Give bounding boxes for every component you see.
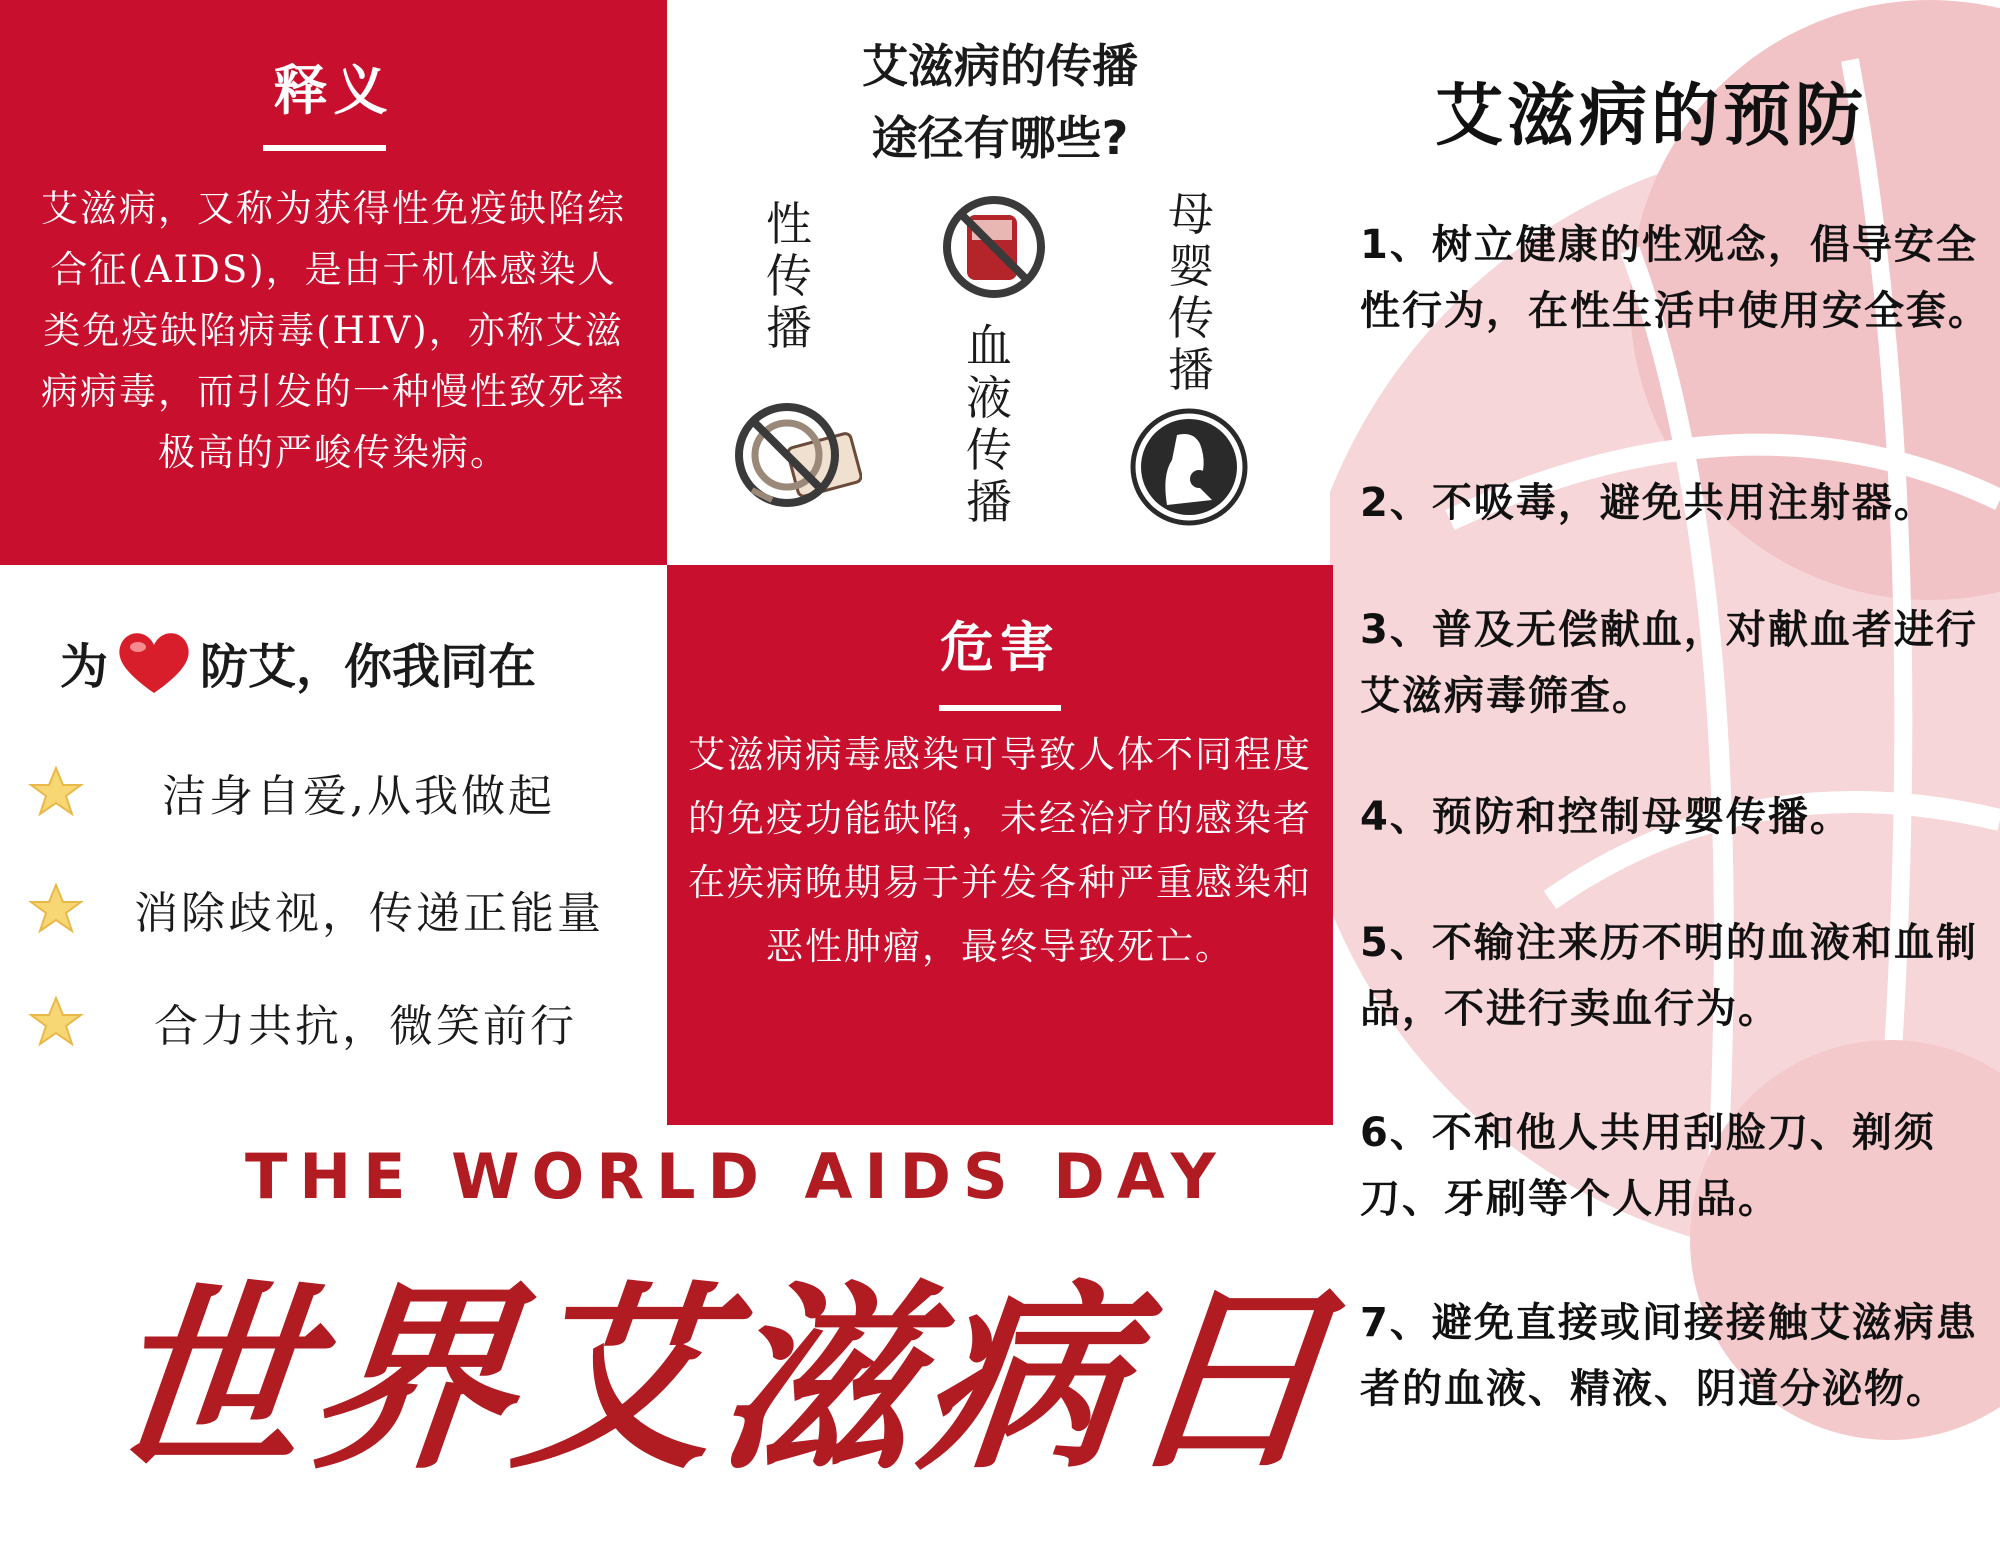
route-sexual-label: 性传播 bbox=[766, 197, 812, 355]
slogan-title-part1: 为 bbox=[60, 638, 109, 695]
slogan-item bbox=[28, 760, 555, 824]
transmission-title-line2: 途径有哪些? bbox=[871, 111, 1129, 165]
logo-chinese-text: 世界艾滋病日 bbox=[95, 1262, 1345, 1497]
star-icon bbox=[28, 994, 84, 1050]
prevention-item: 6、不和他人共用刮脸刀、剃须刀、牙刷等个人用品。 bbox=[1360, 1110, 1936, 1222]
prevention-item: 5、不输注来历不明的血液和血制品，不进行卖血行为。 bbox=[1360, 920, 1978, 1032]
slogan-item bbox=[28, 877, 604, 941]
harm-panel bbox=[667, 565, 1333, 1125]
route-mother-baby-label: 母婴传播 bbox=[1168, 187, 1214, 397]
no-sex-icon bbox=[732, 400, 862, 510]
prevention-item: 7、避免直接或间接接触艾滋病患者的血液、精液、阴道分泌物。 bbox=[1360, 1300, 1978, 1412]
mother-baby-icon bbox=[1127, 405, 1257, 530]
slogan-item-text: 合力共抗，微笑前行 bbox=[154, 1001, 577, 1052]
star-icon bbox=[28, 881, 84, 937]
no-blood-bag-icon bbox=[932, 190, 1062, 305]
transmission-panel bbox=[667, 0, 1333, 565]
prevention-title: 艾滋病的预防 bbox=[1435, 77, 1868, 156]
harm-body: 艾滋病病毒感染可导致人体不同程度的免疫功能缺陷，未经治疗的感染者在疾病晚期易于并发各种严重感染和恶性肿瘤，最终导致死亡。 bbox=[688, 733, 1312, 968]
slogan-title-part2: 防艾，你我同在 bbox=[200, 638, 537, 695]
harm-title: 危害 bbox=[940, 616, 1060, 679]
prevention-section bbox=[1360, 0, 2000, 1545]
prevention-item: 3、普及无偿献血，对献血者进行艾滋病毒筛查。 bbox=[1360, 607, 1978, 719]
prevention-item: 4、预防和控制母婴传播。 bbox=[1360, 794, 1852, 840]
definition-title: 释义 bbox=[273, 59, 394, 122]
definition-title-underline bbox=[263, 145, 386, 151]
route-blood-label: 血液传播 bbox=[966, 319, 1012, 529]
slogan-title bbox=[60, 627, 536, 697]
transmission-title-line1: 艾滋病的传播 bbox=[862, 39, 1138, 93]
slogan-item-text: 洁身自爱,从我做起 bbox=[162, 771, 555, 822]
transmission-title bbox=[667, 30, 1333, 174]
star-icon bbox=[28, 764, 84, 820]
slogan-panel bbox=[0, 565, 667, 1125]
prevention-item: 2、不吸毒，避免共用注射器。 bbox=[1360, 480, 1936, 526]
definition-panel bbox=[0, 0, 667, 565]
prevention-item: 1、树立健康的性观念，倡导安全性行为，在性生活中使用安全套。 bbox=[1360, 222, 1990, 334]
logo-english-text: THE WORLD AIDS DAY bbox=[245, 1140, 1228, 1213]
slogan-item bbox=[28, 990, 577, 1054]
world-aids-day-logo bbox=[95, 1130, 1345, 1545]
slogan-item-text: 消除歧视，传递正能量 bbox=[134, 888, 604, 939]
harm-title-underline bbox=[939, 705, 1061, 711]
definition-body: 艾滋病，又称为获得性免疫缺陷综合征(AIDS)，是由于机体感染人类免疫缺陷病毒(HIV)，亦称艾滋病病毒，而引发的一种慢性致死率极高的严峻传染病。 bbox=[41, 187, 626, 474]
heart-icon bbox=[114, 627, 194, 697]
